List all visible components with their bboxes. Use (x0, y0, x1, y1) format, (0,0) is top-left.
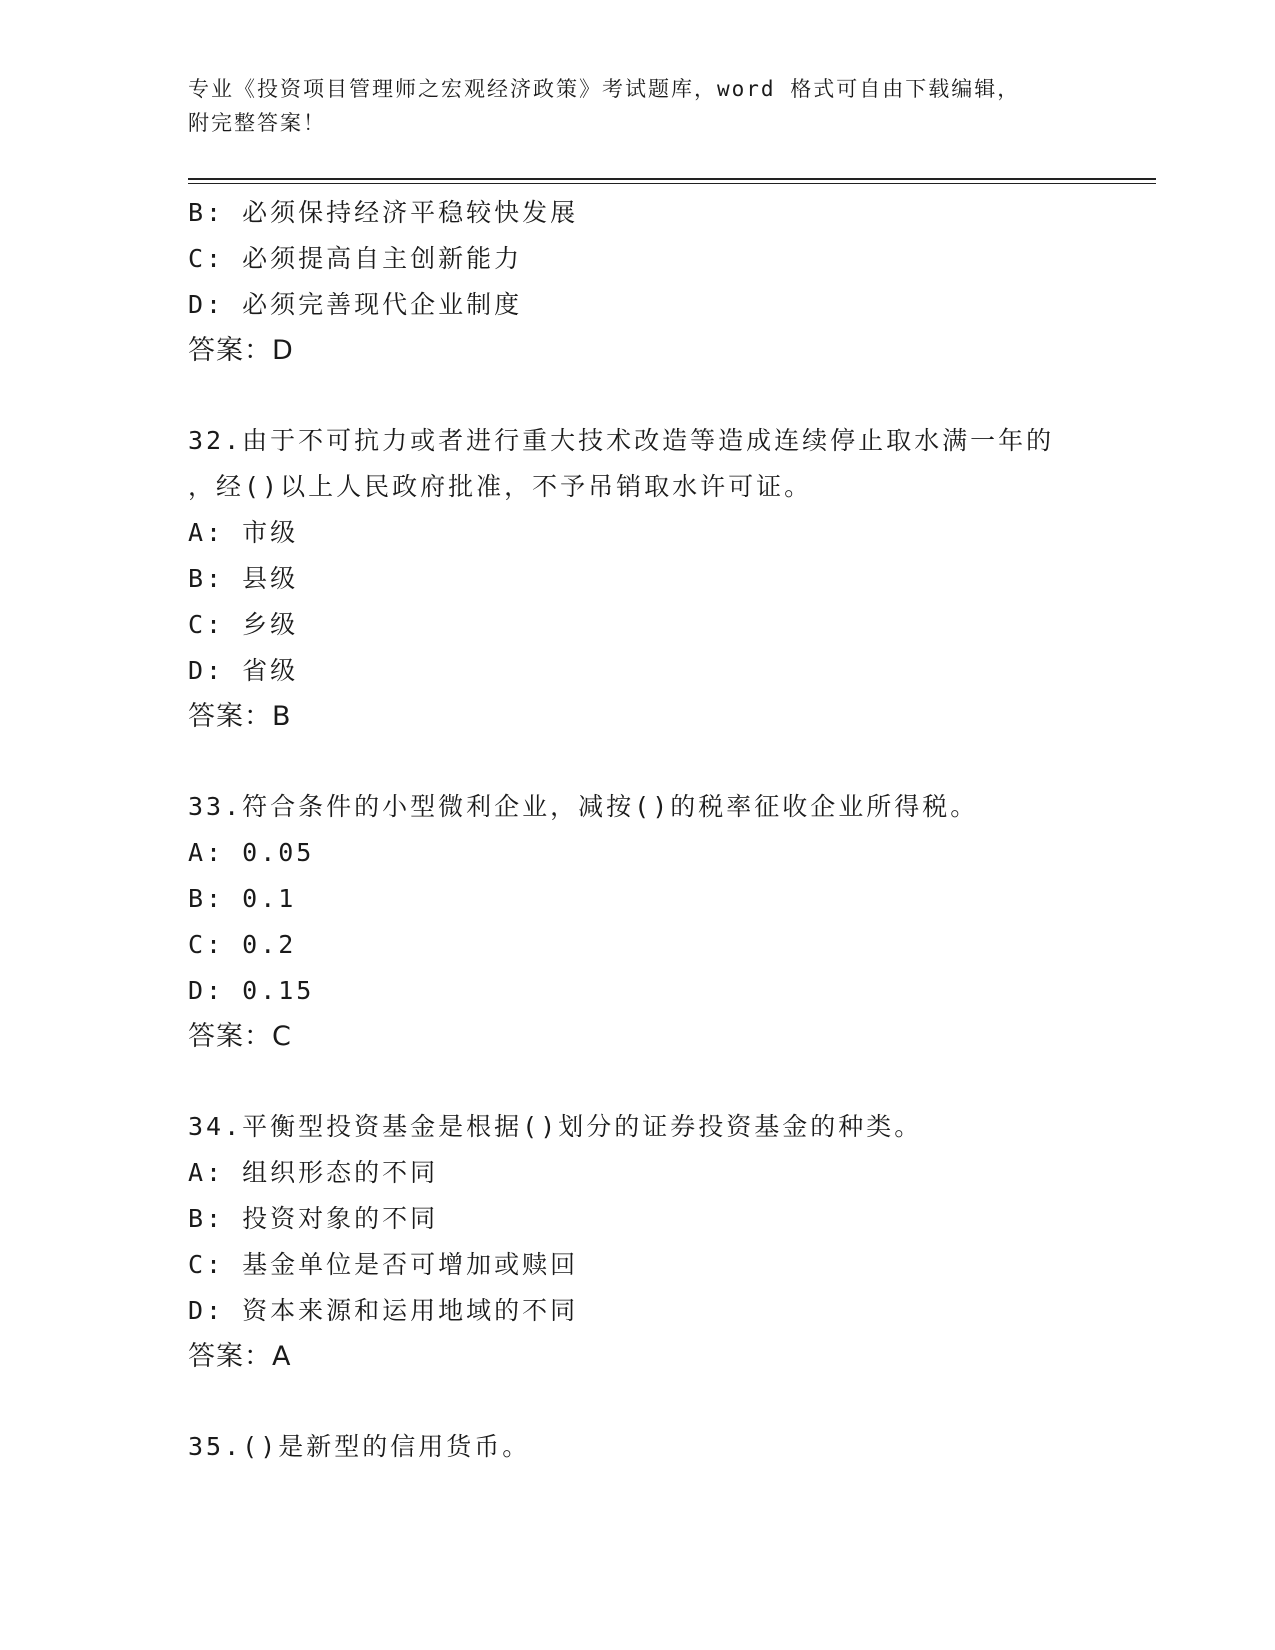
answer-label: 答案：A (188, 1341, 292, 1372)
spacer (188, 374, 1108, 418)
option-d: D: 必须完善现代企业制度 (188, 290, 523, 319)
option-d: D: 0.15 (188, 976, 315, 1005)
option-b: B: 投资对象的不同 (188, 1204, 439, 1233)
spacer (188, 1060, 1108, 1104)
option-b: B: 0.1 (188, 884, 297, 913)
option-a: A: 0.05 (188, 838, 315, 867)
answer-label: 答案：D (188, 335, 294, 366)
question-stem: 32.由于不可抗力或者进行重大技术改造等造成连续停止取水满一年的 (188, 426, 1055, 455)
answer-label: 答案：C (188, 1021, 292, 1052)
header-divider-thick (188, 178, 1156, 180)
option-c: C: 0.2 (188, 930, 297, 959)
question-35 (188, 1424, 1108, 1470)
question-31 (188, 190, 1108, 374)
option-c: C: 乡级 (188, 610, 299, 639)
option-b: B: 必须保持经济平稳较快发展 (188, 198, 579, 227)
header-divider-thin (188, 183, 1156, 184)
spacer (188, 1380, 1108, 1424)
question-stem: 34.平衡型投资基金是根据()划分的证券投资基金的种类。 (188, 1112, 923, 1141)
document-header (188, 72, 1088, 140)
spacer (188, 740, 1108, 784)
option-d: D: 资本来源和运用地域的不同 (188, 1296, 579, 1325)
option-c: C: 必须提高自主创新能力 (188, 244, 523, 273)
question-stem-continued: ，经()以上人民政府批准，不予吊销取水许可证。 (188, 472, 813, 501)
option-c: C: 基金单位是否可增加或赎回 (188, 1250, 579, 1279)
option-a: A: 市级 (188, 518, 299, 547)
option-b: B: 县级 (188, 564, 299, 593)
question-stem: 35.()是新型的信用货币。 (188, 1432, 531, 1461)
question-34 (188, 1104, 1108, 1380)
option-a: A: 组织形态的不同 (188, 1158, 439, 1187)
question-33 (188, 784, 1108, 1060)
question-stem: 33.符合条件的小型微利企业，减按()的税率征收企业所得税。 (188, 792, 979, 821)
option-d: D: 省级 (188, 656, 299, 685)
answer-label: 答案：B (188, 701, 292, 732)
header-line-2: 附完整答案！ (188, 111, 326, 135)
header-line-1: 专业《投资项目管理师之宏观经济政策》考试题库，word 格式可自由下载编辑， (188, 77, 1021, 101)
question-list (188, 190, 1108, 1470)
question-32 (188, 418, 1108, 740)
